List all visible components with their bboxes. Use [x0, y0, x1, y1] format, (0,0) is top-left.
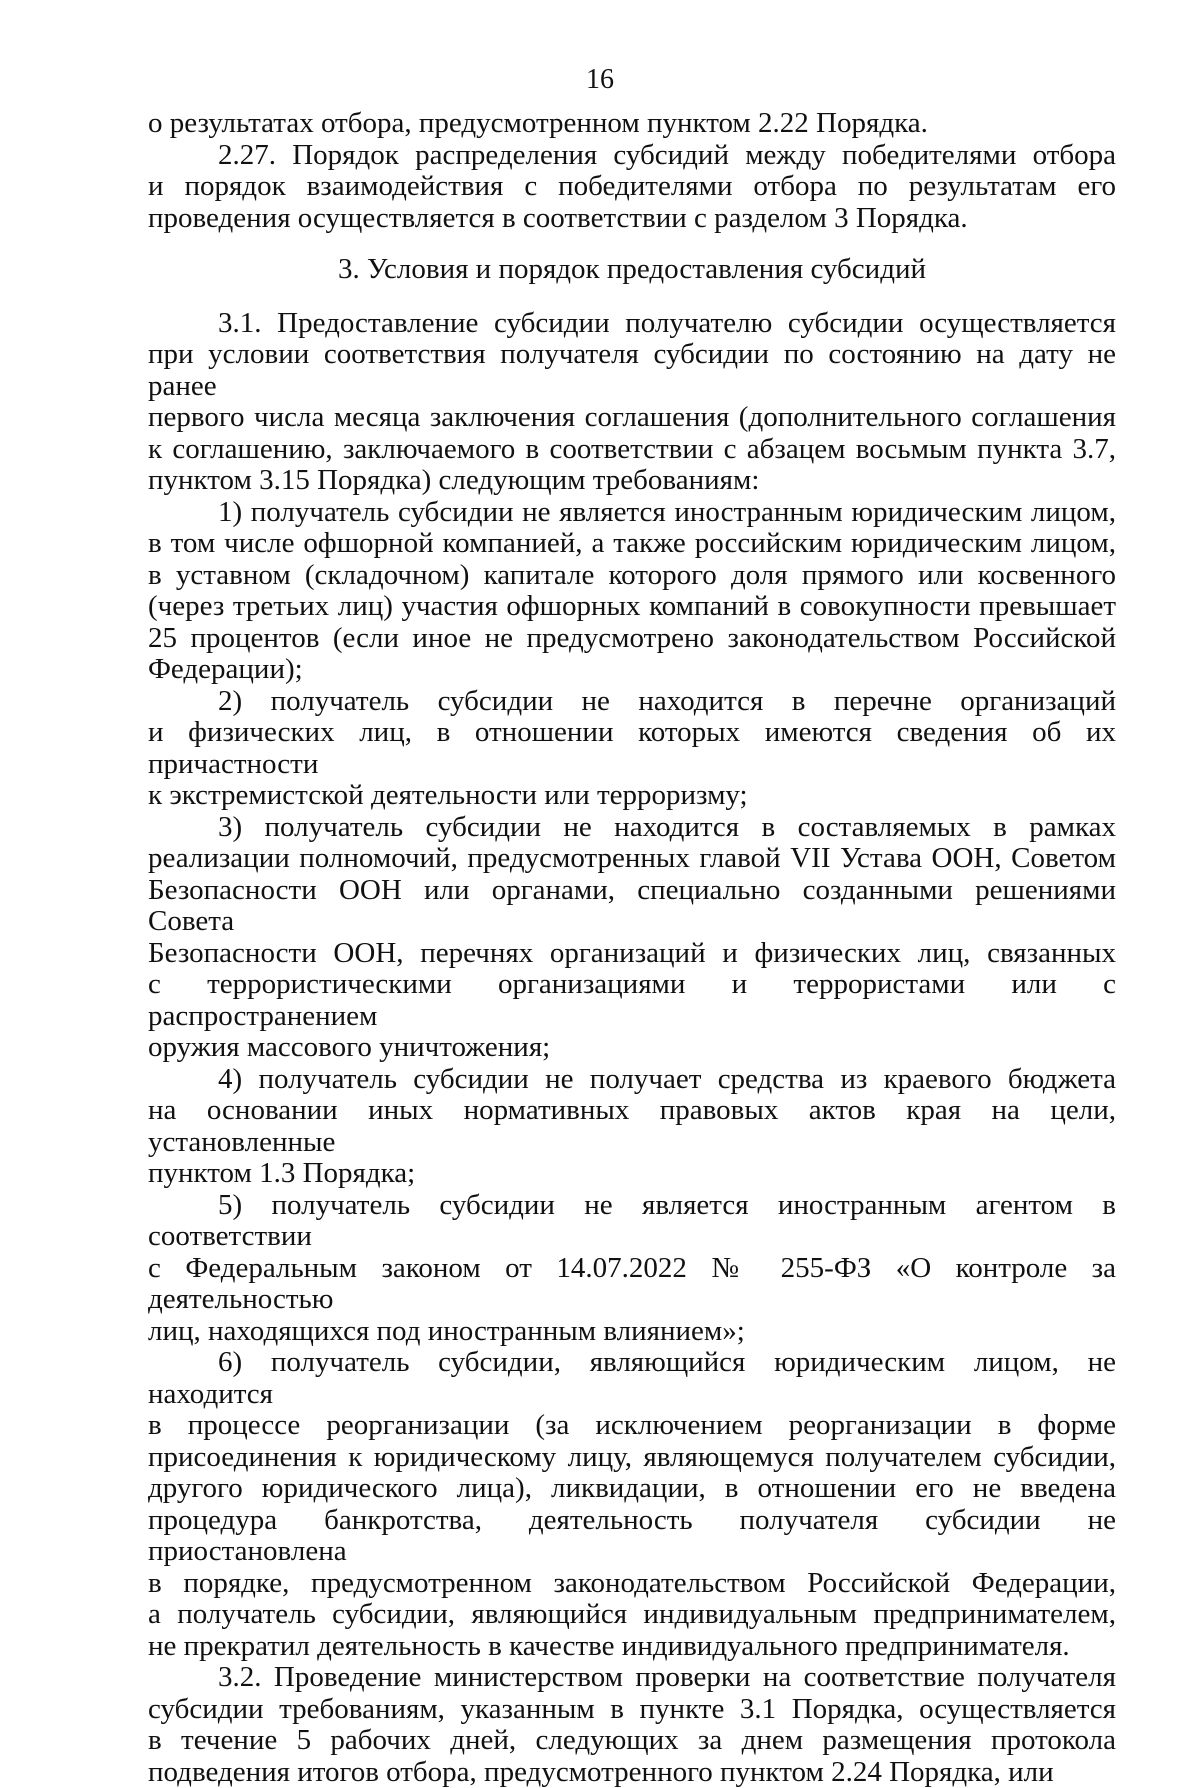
text-line: Федерации);: [148, 654, 1116, 686]
text-line: 25 процентов (если иное не предусмотрено законодательством Российской: [148, 623, 1116, 655]
text-line: в уставном (складочном) капитале которого доля прямого или косвенного: [148, 560, 1116, 592]
text-line: 3) получатель субсидии не находится в составляемых в рамках: [148, 812, 1116, 844]
text-line: в порядке, предусмотренном законодательством Российской Федерации,: [148, 1568, 1116, 1600]
text-line: оружия массового уничтожения;: [148, 1032, 1116, 1064]
text-line: к экстремистской деятельности или терроризму;: [148, 780, 1116, 812]
text-line: процедура банкротства, деятельность получателя субсидии не приостановлена: [148, 1505, 1116, 1568]
text-line: с террористическими организациями и террористами или с распространением: [148, 969, 1116, 1032]
text-line: не прекратил деятельность в качестве индивидуального предпринимателя.: [148, 1631, 1116, 1663]
text-line: Безопасности ООН или органами, специально созданными решениями Совета: [148, 875, 1116, 938]
text-line: субсидии требованиям, указанным в пункте 3.1 Порядка, осуществляется: [148, 1694, 1116, 1726]
text-line: 3.2. Проведение министерством проверки на соответствие получателя: [148, 1662, 1116, 1694]
text-line: в том числе офшорной компанией, а также российским юридическим лицом,: [148, 528, 1116, 560]
document-body: [148, 108, 1116, 1788]
text-line: реализации полномочий, предусмотренных главой VII Устава ООН, Советом: [148, 843, 1116, 875]
text-line: 4) получатель субсидии не получает средства из краевого бюджета: [148, 1064, 1116, 1096]
text-line: при условии соответствия получателя субсидии по состоянию на дату не ранее: [148, 339, 1116, 402]
section-heading: 3. Условия и порядок предоставления субсидий: [148, 254, 1116, 286]
text-line: первого числа месяца заключения соглашения (дополнительного соглашения: [148, 402, 1116, 434]
text-line: подведения итогов отбора, предусмотренного пунктом 2.24 Порядка, или: [148, 1757, 1116, 1788]
text-line: проведения осуществляется в соответствии с разделом 3 Порядка.: [148, 203, 1116, 235]
text-line: о результатах отбора, предусмотренном пунктом 2.22 Порядка.: [148, 108, 1116, 140]
text-line: 2) получатель субсидии не находится в перечне организаций: [148, 686, 1116, 718]
text-line: к соглашению, заключаемого в соответствии с абзацем восьмым пункта 3.7,: [148, 434, 1116, 466]
text-line: пунктом 3.15 Порядка) следующим требованиям:: [148, 465, 1116, 497]
page-number: 16: [0, 64, 1200, 96]
text-line: а получатель субсидии, являющийся индивидуальным предпринимателем,: [148, 1599, 1116, 1631]
text-line: лиц, находящихся под иностранным влиянием»;: [148, 1316, 1116, 1348]
text-line: 2.27. Порядок распределения субсидий между победителями отбора: [148, 140, 1116, 172]
text-line: другого юридического лица), ликвидации, в отношении его не введена: [148, 1473, 1116, 1505]
text-line: и физических лиц, в отношении которых имеются сведения об их причастности: [148, 717, 1116, 780]
text-line: 1) получатель субсидии не является иностранным юридическим лицом,: [148, 497, 1116, 529]
text-line: присоединения к юридическому лицу, являющемуся получателем субсидии,: [148, 1442, 1116, 1474]
text-line: пунктом 1.3 Порядка;: [148, 1158, 1116, 1190]
text-line: в процессе реорганизации (за исключением реорганизации в форме: [148, 1410, 1116, 1442]
text-line: в течение 5 рабочих дней, следующих за днем размещения протокола: [148, 1725, 1116, 1757]
text-line: и порядок взаимодействия с победителями отбора по результатам его: [148, 171, 1116, 203]
text-line: Безопасности ООН, перечнях организаций и физических лиц, связанных: [148, 938, 1116, 970]
text-line: на основании иных нормативных правовых актов края на цели, установленные: [148, 1095, 1116, 1158]
text-line: 6) получатель субсидии, являющийся юридическим лицом, не находится: [148, 1347, 1116, 1410]
text-line: с Федеральным законом от 14.07.2022 № 255-ФЗ «О контроле за деятельностью: [148, 1253, 1116, 1316]
text-line: 3.1. Предоставление субсидии получателю субсидии осуществляется: [148, 308, 1116, 340]
text-line: (через третьих лиц) участия офшорных компаний в совокупности превышает: [148, 591, 1116, 623]
text-line: 5) получатель субсидии не является иностранным агентом в соответствии: [148, 1190, 1116, 1253]
